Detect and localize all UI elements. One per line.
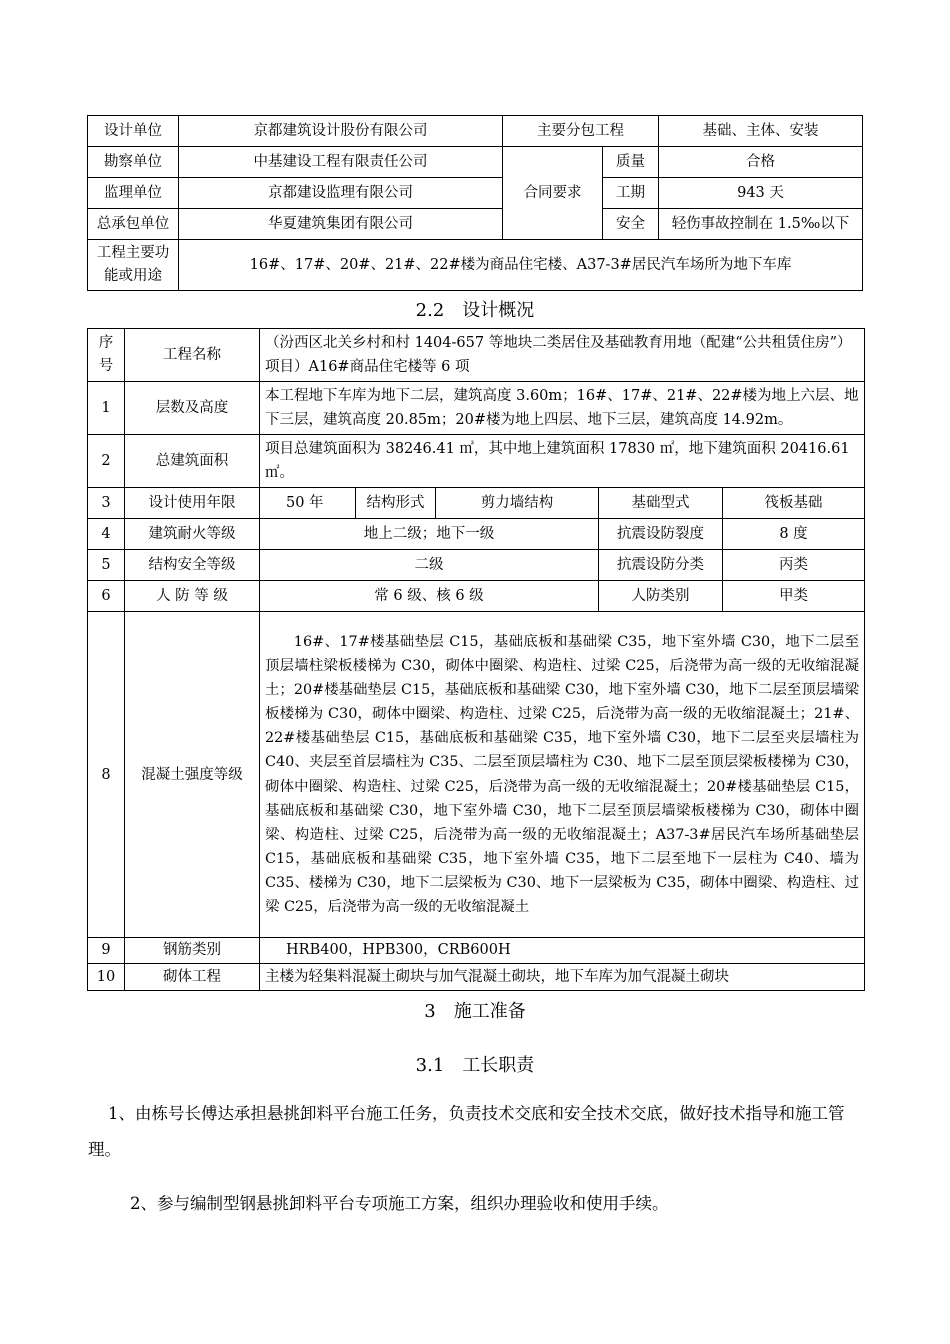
floors-height-label: 层数及高度 — [125, 382, 260, 435]
design-unit-label: 设计单位 — [88, 116, 179, 147]
subcontract-value: 基础、主体、安装 — [659, 116, 863, 147]
period-value: 943 天 — [659, 178, 863, 209]
row-number: 4 — [88, 519, 125, 550]
section-title-3-1: 3.1 工长职责 — [415, 1055, 535, 1076]
table-row — [88, 612, 865, 938]
service-life-value: 50 年 — [260, 488, 356, 519]
structure-form-value: 剪力墙结构 — [436, 488, 599, 519]
masonry-label: 砌体工程 — [125, 964, 260, 991]
civil-defense-type-value: 甲类 — [723, 581, 865, 612]
section-title-2-2: 2.2 设计概况 — [415, 300, 535, 321]
contract-requirements-label: 合同要求 — [503, 147, 603, 240]
general-contractor-value: 华夏建筑集团有限公司 — [179, 209, 503, 240]
safety-label: 安全 — [603, 209, 659, 240]
table-row — [88, 519, 865, 550]
service-life-label: 设计使用年限 — [125, 488, 260, 519]
row-number: 3 — [88, 488, 125, 519]
structure-form-label: 结构形式 — [356, 488, 436, 519]
section-title-3: 3 施工准备 — [424, 1001, 526, 1022]
table-row — [88, 938, 865, 964]
table-row — [88, 488, 865, 519]
row-number: 9 — [88, 938, 125, 964]
table-row — [88, 581, 865, 612]
foundation-type-label: 基础型式 — [599, 488, 723, 519]
fire-rating-label: 建筑耐火等级 — [125, 519, 260, 550]
seismic-category-value: 丙类 — [723, 550, 865, 581]
design-unit-value: 京都建筑设计股份有限公司 — [179, 116, 503, 147]
civil-defense-type-label: 人防类别 — [599, 581, 723, 612]
survey-unit-label: 勘察单位 — [88, 147, 179, 178]
total-area-label: 总建筑面积 — [125, 435, 260, 488]
table-row — [88, 147, 863, 178]
safety-grade-label: 结构安全等级 — [125, 550, 260, 581]
paragraph-2: 2、参与编制型钢悬挑卸料平台专项施工方案，组织办理验收和使用手续。 — [130, 1194, 669, 1213]
project-name-label: 工程名称 — [125, 329, 260, 382]
supervision-unit-label: 监理单位 — [88, 178, 179, 209]
row-number: 6 — [88, 581, 125, 612]
table-row — [88, 964, 865, 991]
seq-header: 序号 — [88, 329, 125, 382]
safety-grade-value: 二级 — [260, 550, 599, 581]
row-number: 1 — [88, 382, 125, 435]
seismic-intensity-label: 抗震设防裂度 — [599, 519, 723, 550]
general-contractor-label: 总承包单位 — [88, 209, 179, 240]
paragraph-1: 1、由栋号长傅达承担悬挑卸料平台施工任务，负责技术交底和安全技术交底，做好技术指导和施工管理。 — [88, 1104, 845, 1159]
period-label: 工期 — [603, 178, 659, 209]
seismic-category-label: 抗震设防分类 — [599, 550, 723, 581]
floors-height-value: 本工程地下车库为地下二层，建筑高度 3.60m；16#、17#、21#、22#楼为地上六层、地下三层，建筑高度 20.85m；20#楼为地上四层、地下三层，建筑高度 14.92m。 — [260, 382, 865, 435]
table-row — [88, 550, 865, 581]
total-area-value: 项目总建筑面积为 38246.41 ㎡，其中地上建筑面积 17830 ㎡，地下建筑面积 20416.61 ㎡。 — [260, 435, 865, 488]
project-name-value: （汾西区北关乡村和村 1404-657 等地块二类居住及基础教育用地（配建“公共租赁住房”）项目）A16#商品住宅楼等 6 项 — [260, 329, 865, 382]
project-units-table — [87, 115, 863, 291]
table-row — [88, 329, 865, 382]
quality-value: 合格 — [659, 147, 863, 178]
table-row — [88, 178, 863, 209]
row-number: 10 — [88, 964, 125, 991]
rebar-type-value: HRB400，HPB300，CRB600H — [260, 938, 865, 964]
table-row — [88, 209, 863, 240]
subcontract-label: 主要分包工程 — [503, 116, 659, 147]
civil-defense-grade-label: 人 防 等 级 — [125, 581, 260, 612]
row-number: 8 — [88, 612, 125, 938]
table-row — [88, 116, 863, 147]
foundation-type-value: 筏板基础 — [723, 488, 865, 519]
concrete-grade-value: 16#、17#楼基础垫层 C15，基础底板和基础梁 C35，地下室外墙 C30，地下二层至顶层墙柱梁板楼梯为 C30，砌体中圈梁、构造柱、过梁 C25，后浇带为高一级的无收缩混凝土；20#楼基础垫层 C15，基础底板和基础梁 C30，地下室外墙 C30，地下二层至顶层墙梁板楼梯为 C30，砌体中圈梁、构造柱、过梁 C25，后浇带为高一级的无收缩混凝土；21#、22#楼基础垫层 C15，基础底板和基础梁 C35，地下室外墙 C30，地下二层至夹层墙柱为 C40、夹层至首层墙柱为 C35、二层至顶层墙柱为 C30、地下二层至顶层梁板楼梯为 C30，砌体中圈梁、构造柱、过梁 C25，后浇带为高一级的无收缩混凝土；20#楼基础垫层 C15，基础底板和基础梁 C30，地下室外墙 C30，地下二层至顶层墙梁板楼梯为 C30，砌体中圈梁、构造柱、过梁 C25，后浇带为高一级的无收缩混凝土；A37-3#居民汽车场所基础垫层 C15，基础底板和基础梁 C35，地下室外墙 C35，地下二层至地下一层柱为 C40、墙为 C35、楼梯为 C30，地下二层梁板为 C30、地下一层梁板为 C35，砌体中圈梁、构造柱、过梁 C25，后浇带为高一级的无收缩混凝土 — [260, 612, 865, 938]
masonry-value: 主楼为轻集料混凝土砌块与加气混凝土砌块，地下车库为加气混凝土砌块 — [260, 964, 865, 991]
row-number: 5 — [88, 550, 125, 581]
civil-defense-grade-value: 常 6 级、核 6 级 — [260, 581, 599, 612]
concrete-grade-label: 混凝土强度等级 — [125, 612, 260, 938]
safety-value: 轻伤事故控制在 1.5‰以下 — [659, 209, 863, 240]
row-number: 2 — [88, 435, 125, 488]
function-label: 工程主要功能或用途 — [88, 240, 179, 291]
seismic-intensity-value: 8 度 — [723, 519, 865, 550]
supervision-unit-value: 京都建设监理有限公司 — [179, 178, 503, 209]
fire-rating-value: 地上二级；地下一级 — [260, 519, 599, 550]
table-row — [88, 382, 865, 435]
table-row — [88, 240, 863, 291]
rebar-type-label: 钢筋类别 — [125, 938, 260, 964]
design-overview-table — [87, 328, 865, 991]
table-row — [88, 435, 865, 488]
function-value: 16#、17#、20#、21#、22#楼为商品住宅楼、A37-3#居民汽车场所为地下车库 — [179, 240, 863, 291]
survey-unit-value: 中基建设工程有限责任公司 — [179, 147, 503, 178]
quality-label: 质量 — [603, 147, 659, 178]
